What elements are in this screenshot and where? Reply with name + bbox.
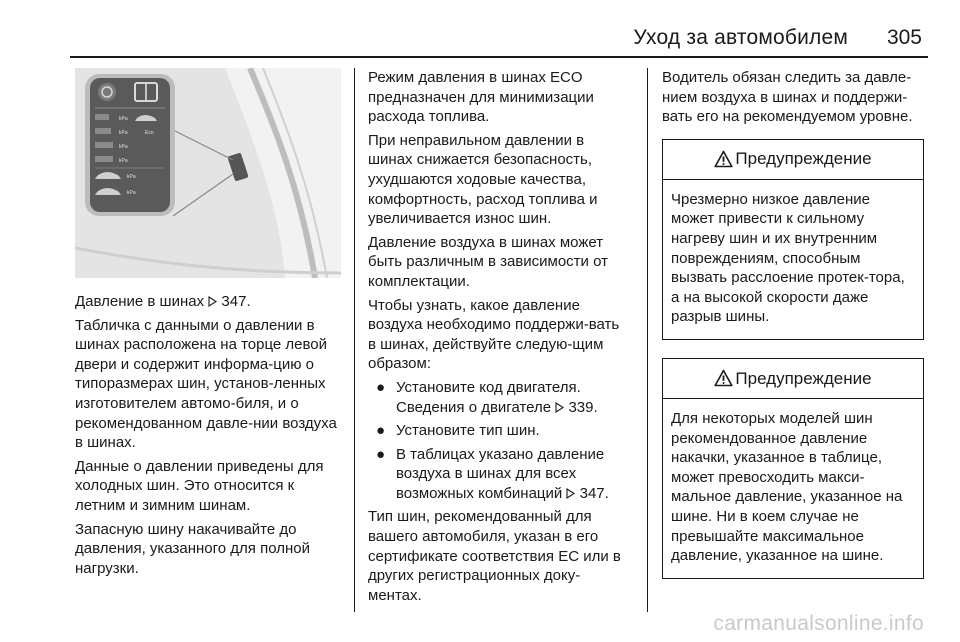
warning-body: Чрезмерно низкое давление может привести к сильному нагреву шин и их внутренним повреждениям, способным вызвать расслоение протек-тора, а на высокой скорости даже разрыв шины.	[671, 190, 905, 326]
column-left	[75, 68, 341, 582]
paragraph-instructions-intro: Чтобы узнать, какое давление воздуха необходимо поддержи-вать в шинах, действуйте следую-щим образом:	[368, 296, 620, 373]
page-ref-arrow-icon	[208, 296, 217, 307]
page-ref-link[interactable]: 347.	[221, 293, 251, 310]
plate-row-label-5: kPa	[127, 174, 136, 180]
warning-box	[662, 139, 924, 340]
paragraph-label-location: Табличка с данными о давлении в шинах расположена на торце левой двери и содержит информа-цию о типоразмерах шин, установ-ленных изготовителем автомо-биля, и о рекомендованном давле-нии воздуха в шинах.	[75, 316, 337, 452]
bullet-icon: ●	[376, 445, 386, 463]
warning-title: Предупреждение	[735, 368, 872, 388]
paragraph-pressure-variation: Давление воздуха в шинах может быть различным в зависимости от комплектации.	[368, 233, 608, 290]
instruction-list	[368, 378, 630, 504]
list-item	[368, 445, 630, 504]
paragraph-wrong-pressure: При неправильном давлении в шинах снижается безопасность, ухудшаются ходовые качества, комфортность, расход топлива и увеличивается износ шин.	[368, 131, 598, 228]
page-ref-arrow-icon	[555, 402, 564, 413]
column-divider-right	[647, 68, 648, 612]
tire-pressure-label-figure	[75, 68, 341, 278]
paragraph-driver-duty: Водитель обязан следить за давле-нием воздуха в шинах и поддержи-вать его на рекомендуемом уровне.	[662, 69, 913, 126]
paragraph-text: Давление в шинах	[75, 293, 205, 310]
paragraph-eco-mode: Режим давления в шинах ECO предназначен для минимизации расхода топлива.	[368, 69, 594, 126]
plate-row-label-6: kPa	[127, 190, 136, 196]
page-header	[70, 22, 928, 62]
plate-eco-label: Eco	[145, 130, 154, 136]
page-ref-link[interactable]: 347.	[579, 484, 609, 502]
warning-box	[662, 358, 924, 579]
warning-title: Предупреждение	[735, 149, 872, 169]
plate-row-label-3: kPa	[119, 144, 128, 150]
list-item	[368, 421, 630, 441]
list-item-text: Установите код двигателя. Сведения о двигателе	[396, 378, 581, 416]
page-title: Уход за автомобилем	[633, 26, 848, 49]
paragraph-pressure-ref	[75, 292, 341, 312]
warning-header	[663, 140, 923, 180]
warning-header	[663, 359, 923, 399]
plate-row-label-1: kPa	[119, 116, 128, 122]
column-right	[662, 68, 924, 597]
list-item-text: В таблицах указано давление воздуха в шинах для всех возможных комбинаций	[396, 445, 605, 502]
column-divider-left	[354, 68, 355, 612]
header-rule	[70, 56, 928, 58]
paragraph-tire-type: Тип шин, рекомендованный для вашего автомобиля, указан в его сертификате соответствия ЕС или в других регистрационных доку-ментах.	[368, 508, 621, 604]
column-middle	[368, 68, 630, 609]
list-item	[368, 378, 630, 417]
bullet-icon: ●	[376, 378, 386, 396]
warning-triangle-icon	[714, 369, 733, 387]
warning-triangle-icon	[714, 150, 733, 168]
page-ref-link[interactable]: 339.	[568, 398, 598, 416]
bullet-icon: ●	[376, 422, 386, 440]
page-ref-arrow-icon	[566, 488, 575, 499]
paragraph-spare-tire: Запасную шину накачивайте до давления, указанного для полной нагрузки.	[75, 520, 310, 577]
list-item-text: Установите тип шин.	[396, 422, 540, 440]
page-number: 305	[886, 26, 922, 49]
watermark-text: carmanualsonline.info	[713, 612, 924, 635]
plate-row-label-4: kPa	[119, 158, 128, 164]
tire-pressure-label-illustration	[75, 68, 341, 278]
paragraph-cold-tires: Данные о давлении приведены для холодных шин. Это относится к летним и зимним шинам.	[75, 457, 324, 514]
warning-circle-icon	[98, 83, 116, 101]
plate-row-label-2: kPa	[119, 130, 128, 136]
warning-body: Для некоторых моделей шин рекомендованное давление накачки, указанное в таблице, может превосходить макси-мальное давление, указанное на шине. Ни в коем случае не превышайте максимальное давление, указанное на шине.	[671, 409, 903, 565]
